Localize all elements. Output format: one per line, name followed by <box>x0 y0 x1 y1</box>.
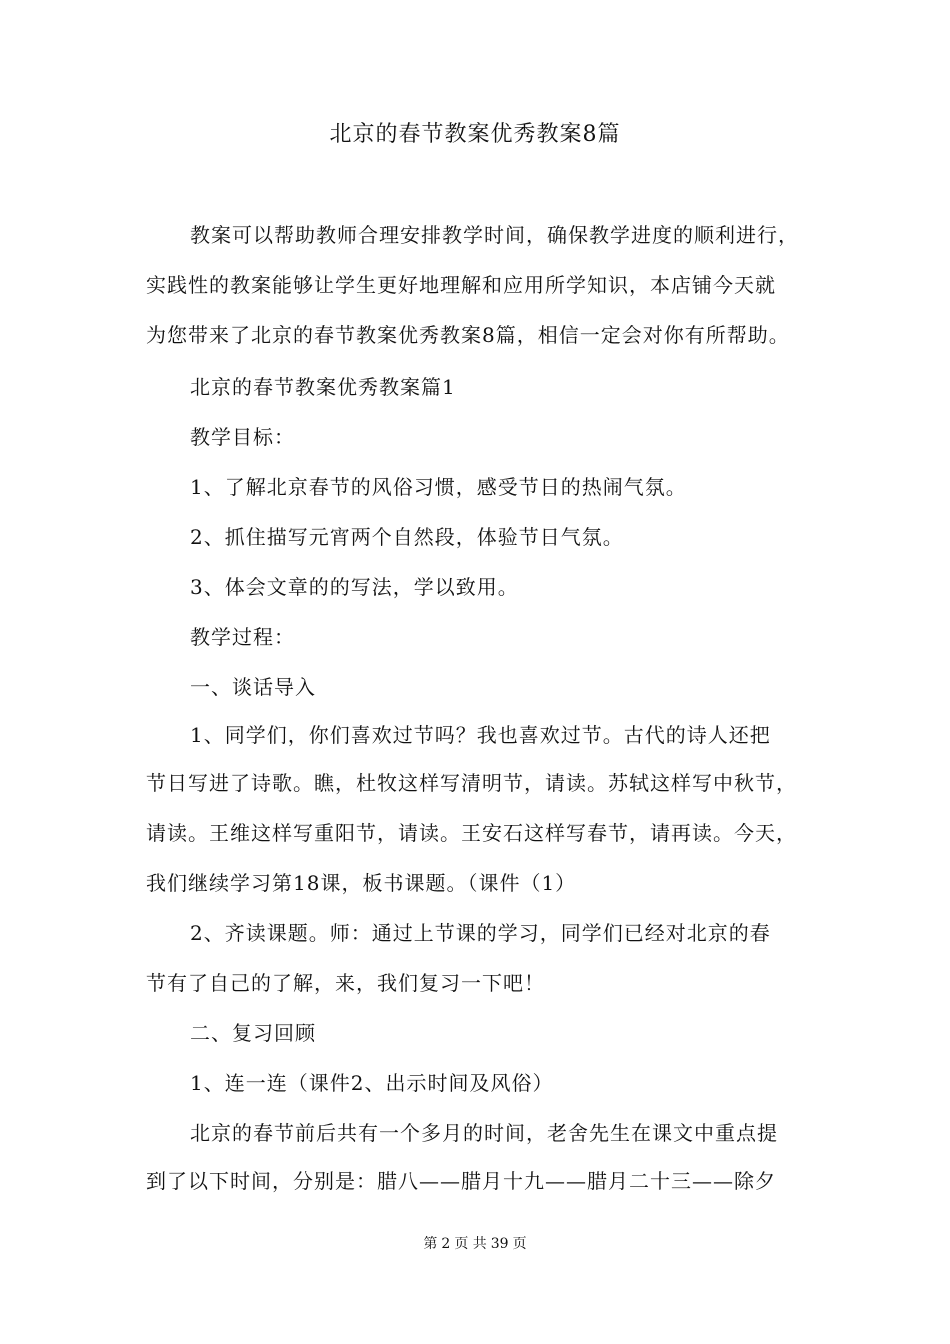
teaching-process-heading: 教学过程： <box>190 625 295 649</box>
paragraph-line: 请读。王维这样写重阳节，请读。王安石这样写春节，请再读。今天， <box>146 821 797 845</box>
document-title: 北京的春节教案优秀教案8篇 <box>329 122 621 147</box>
paragraph-line: 到了以下时间，分别是：腊八——腊月十九——腊月二十三——除夕 <box>146 1169 776 1193</box>
goal-item-3: 3、体会文章的的写法，学以致用。 <box>190 575 519 599</box>
goal-item-2: 2、抓住描写元宵两个自然段，体验节日气氛。 <box>190 525 624 549</box>
paragraph-line: 2、齐读课题。师：通过上节课的学习，同学们已经对北京的春 <box>190 921 771 945</box>
footer-page-number: 2 <box>441 1236 451 1252</box>
goal-item-1: 1、了解北京春节的风俗习惯，感受节日的热闹气氛。 <box>190 475 687 499</box>
paragraph-line: 北京的春节前后共有一个多月的时间，老舍先生在课文中重点提 <box>190 1121 778 1145</box>
intro-line-1: 教案可以帮助教师合理安排教学时间，确保教学进度的顺利进行， <box>190 223 799 247</box>
paragraph-line: 节有了自己的了解，来，我们复习一下吧！ <box>146 971 545 995</box>
page-footer <box>0 1234 950 1254</box>
footer-suffix: 页 <box>512 1236 527 1252</box>
intro-line-2: 实践性的教案能够让学生更好地理解和应用所学知识，本店铺今天就 <box>146 273 776 297</box>
footer-mid: 页 共 <box>454 1236 487 1252</box>
paragraph-line: 1、连一连（课件2、出示时间及风俗） <box>190 1071 554 1095</box>
paragraph-line: 节日写进了诗歌。瞧，杜牧这样写清明节，请读。苏轼这样写中秋节， <box>146 771 797 795</box>
paragraph-line: 我们继续学习第18课，板书课题。（课件（1） <box>146 871 577 895</box>
section-heading: 北京的春节教案优秀教案篇1 <box>190 375 456 399</box>
paragraph-line: 1、同学们，你们喜欢过节吗？我也喜欢过节。古代的诗人还把 <box>190 723 771 747</box>
teaching-goals-heading: 教学目标： <box>190 425 295 449</box>
footer-total-pages: 39 <box>490 1236 509 1252</box>
intro-line-3: 为您带来了北京的春节教案优秀教案8篇，相信一定会对你有所帮助。 <box>146 323 790 347</box>
part-one-heading: 一、谈话导入 <box>190 675 316 699</box>
part-two-heading: 二、复习回顾 <box>190 1021 316 1045</box>
footer-prefix: 第 <box>423 1236 438 1252</box>
